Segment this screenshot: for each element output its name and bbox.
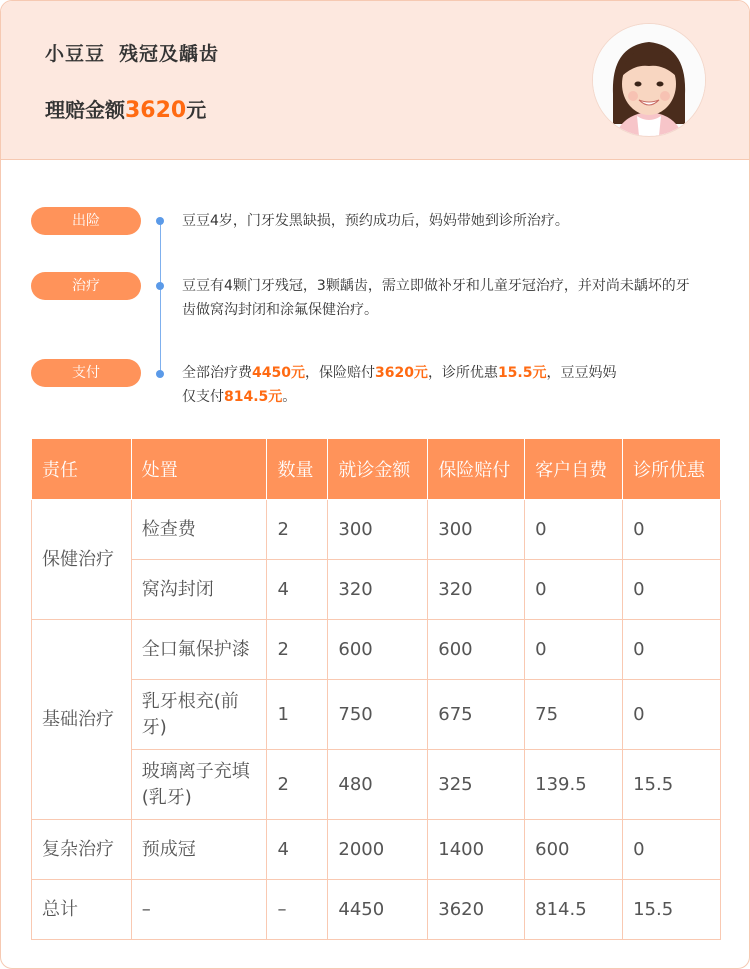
payment-text: 仅支付 (182, 389, 224, 405)
quantity-cell: 1 (267, 680, 328, 750)
timeline-dot (156, 282, 164, 290)
insurance-payout-cell: 1400 (428, 820, 525, 880)
treatment-cell: 预成冠 (131, 820, 267, 880)
case-type: 残冠及龋齿 (119, 43, 220, 65)
claim-amount-unit: 元 (186, 98, 207, 122)
case-header (1, 1, 749, 160)
treatment-cell: 检查费 (131, 500, 267, 560)
self-pay-highlight: 814.5元 (224, 389, 283, 405)
insurance-payout-cell: 675 (428, 680, 525, 750)
visit-amount-cell: 750 (328, 680, 428, 750)
column-header-clinic-discount: 诊所优惠 (623, 439, 721, 500)
visit-amount-cell: 320 (328, 560, 428, 620)
quantity-cell: 2 (267, 500, 328, 560)
duty-cell: 基础治疗 (32, 620, 132, 820)
table-row (32, 820, 721, 880)
payment-text: ，保险赔付 (304, 365, 375, 381)
total-clinic-discount-cell: 15.5 (623, 880, 721, 940)
clinic-discount-cell: 0 (623, 680, 721, 750)
timeline-dot (156, 217, 164, 225)
claim-amount (45, 94, 206, 123)
insurance-payout-cell: 600 (428, 620, 525, 680)
treatment-cell: 全口氟保护漆 (131, 620, 267, 680)
quantity-cell: 2 (267, 620, 328, 680)
duty-cell: 保健治疗 (32, 500, 132, 620)
insurance-payout-highlight: 3620元 (374, 365, 428, 381)
self-pay-cell: 75 (525, 680, 623, 750)
clinic-discount-cell: 0 (623, 560, 721, 620)
total-insurance-payout-cell: 3620 (428, 880, 525, 940)
treatment-cell: 玻璃离子充填(乳牙) (131, 750, 267, 820)
duty-cell: 复杂治疗 (32, 820, 132, 880)
payment-text: 。 (282, 389, 297, 405)
visit-amount-cell: 300 (328, 500, 428, 560)
total-fee-highlight: 4450元 (252, 365, 305, 381)
step-badge-treatment: 治疗 (31, 272, 141, 300)
quantity-cell: 4 (267, 820, 328, 880)
quantity-cell: 4 (267, 560, 328, 620)
table-row (32, 500, 721, 560)
self-pay-cell: 139.5 (525, 750, 623, 820)
column-header-insurance-payout: 保险赔付 (428, 439, 525, 500)
visit-amount-cell: 600 (328, 620, 428, 680)
claim-amount-value: 3620 (125, 98, 187, 123)
self-pay-cell: 0 (525, 500, 623, 560)
clinic-discount-cell: 0 (623, 820, 721, 880)
table-row (32, 680, 721, 750)
step-text-payment (182, 361, 702, 409)
child-avatar (592, 23, 706, 137)
column-header-treatment: 处置 (131, 439, 267, 500)
table-row (32, 560, 721, 620)
column-header-visit-amount: 就诊金额 (328, 439, 428, 500)
total-self-pay-cell: 814.5 (525, 880, 623, 940)
child-name: 小豆豆 (45, 43, 106, 65)
total-label-cell: 总计 (32, 880, 132, 940)
total-visit-amount-cell: 4450 (328, 880, 428, 940)
insurance-payout-cell: 320 (428, 560, 525, 620)
timeline-dot (156, 370, 164, 378)
payment-text: ，豆豆妈妈 (546, 365, 617, 381)
visit-amount-cell: 2000 (328, 820, 428, 880)
insurance-payout-cell: 325 (428, 750, 525, 820)
self-pay-cell: 600 (525, 820, 623, 880)
treatment-cell: 窝沟封闭 (131, 560, 267, 620)
table-row (32, 750, 721, 820)
self-pay-cell: 0 (525, 560, 623, 620)
self-pay-cell: 0 (525, 620, 623, 680)
step-text-incident: 豆豆4岁，门牙发黑缺损，预约成功后，妈妈带她到诊所治疗。 (182, 213, 569, 229)
table-header-row (32, 439, 721, 500)
payment-text: ，诊所优惠 (427, 365, 498, 381)
claims-table (31, 439, 721, 940)
step-badge-payment: 支付 (31, 359, 141, 387)
column-header-self-pay: 客户自费 (525, 439, 623, 500)
total-treatment-cell: – (131, 880, 267, 940)
table-row (32, 620, 721, 680)
treatment-cell: 乳牙根充(前牙) (131, 680, 267, 750)
step-text-treatment: 豆豆有4颗门牙残冠，3颗龋齿，需立即做补牙和儿童牙冠治疗，并对尚未龋坏的牙齿做窝沟封闭和涂氟保健治疗。 (182, 278, 690, 318)
case-title (45, 39, 219, 66)
clinic-discount-cell: 15.5 (623, 750, 721, 820)
table-total-row (32, 880, 721, 940)
total-quantity-cell: – (267, 880, 328, 940)
step-badge-incident: 出险 (31, 207, 141, 235)
clinic-discount-highlight: 15.5元 (497, 365, 547, 381)
column-header-duty: 责任 (32, 439, 132, 500)
insurance-payout-cell: 300 (428, 500, 525, 560)
clinic-discount-cell: 0 (623, 500, 721, 560)
payment-text: 全部治疗费 (182, 365, 252, 381)
claim-amount-label: 理赔金额 (45, 98, 125, 122)
column-header-quantity: 数量 (267, 439, 328, 500)
visit-amount-cell: 480 (328, 750, 428, 820)
timeline-line (160, 219, 161, 375)
clinic-discount-cell: 0 (623, 620, 721, 680)
quantity-cell: 2 (267, 750, 328, 820)
